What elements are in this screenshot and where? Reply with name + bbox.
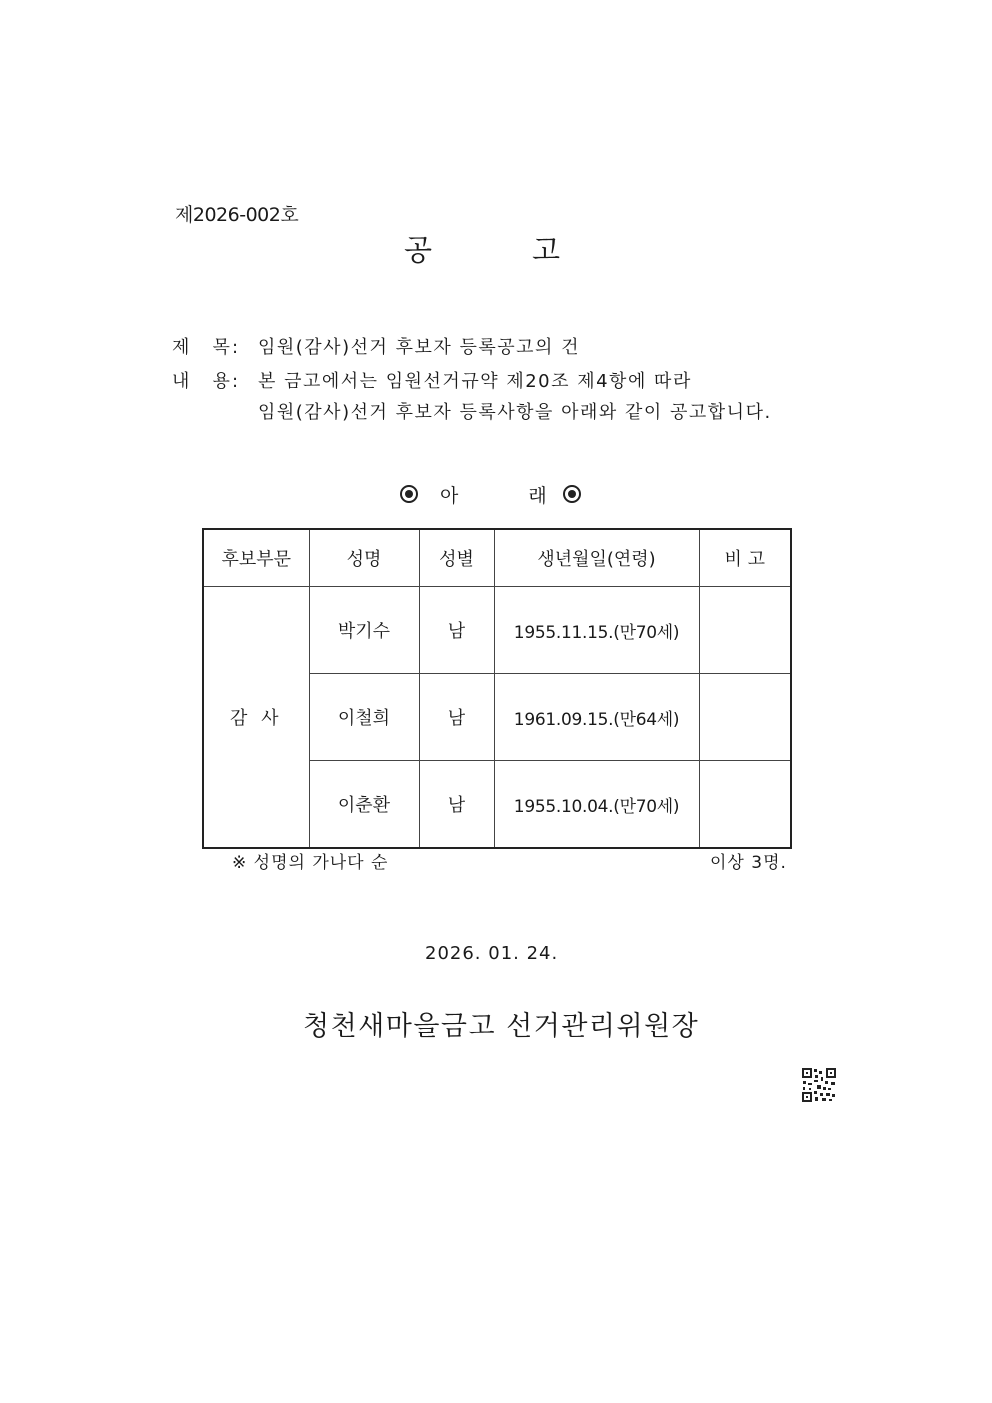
header-gender: 성별 [419,529,494,587]
dob-cell: 1955.11.15.(만70세) [494,587,699,674]
header-note: 비 고 [699,529,791,587]
issuer-signature: 청천새마을금고 선거관리위원장 [303,1011,700,1042]
subject-row [172,333,580,359]
title-char-1: 공 [404,233,433,267]
section-heading [400,481,581,508]
content-label: 내 용 [172,371,232,392]
header-name: 성명 [309,529,419,587]
title-char-2: 고 [532,233,561,267]
header-dob: 생년월일(연령) [494,529,699,587]
gender-cell: 남 [419,674,494,761]
note-cell [699,587,791,674]
table-header-row [203,529,791,587]
name-cell: 이춘환 [309,761,419,849]
total-count: 이상 3명. [710,853,787,873]
name-cell: 박기수 [309,587,419,674]
subject-colon: : [232,337,240,358]
note-cell [699,761,791,849]
dob-cell: 1955.10.04.(만70세) [494,761,699,849]
candidate-table [202,528,792,849]
bullseye-icon [400,485,418,503]
name-cell: 이철희 [309,674,419,761]
sort-footnote: ※ 성명의 가나다 순 [232,853,389,873]
content-line-2: 임원(감사)선거 후보자 등록사항을 아래와 같이 공고합니다. [258,402,772,423]
subject-text: 임원(감사)선거 후보자 등록공고의 건 [258,337,581,358]
document-number: 제2026-002호 [175,204,299,226]
gender-cell: 남 [419,587,494,674]
dob-cell: 1961.09.15.(만64세) [494,674,699,761]
table-row [203,587,791,674]
category-cell: 감 사 [203,587,309,849]
section-word-1: 아 [440,485,459,507]
qr-code-icon [801,1067,837,1103]
note-cell [699,674,791,761]
gender-cell: 남 [419,761,494,849]
subject-label: 제 목 [172,337,232,358]
issue-date: 2026. 01. 24. [425,943,559,964]
notice-title [404,228,560,269]
bullseye-icon [563,485,581,503]
content-row [172,367,692,393]
content-line-1: 본 금고에서는 임원선거규약 제20조 제4항에 따라 [258,371,692,392]
header-category: 후보부문 [203,529,309,587]
content-colon: : [232,371,240,392]
section-word-2: 래 [528,485,547,507]
